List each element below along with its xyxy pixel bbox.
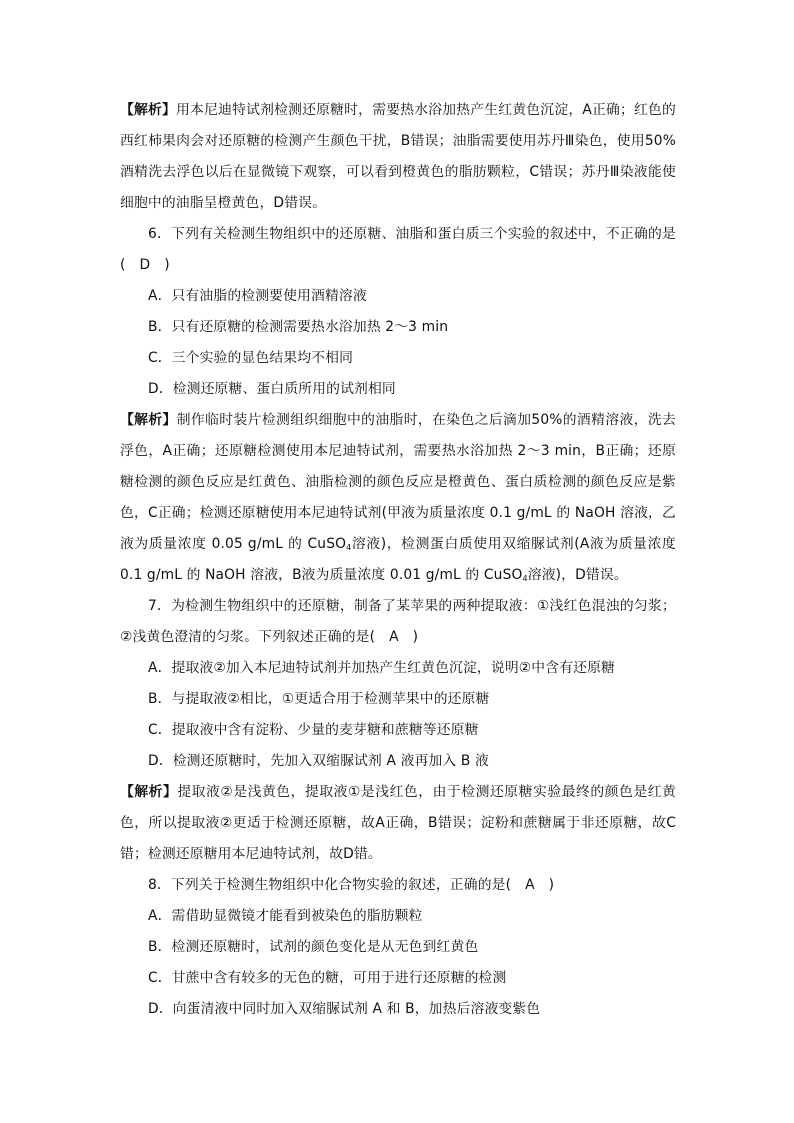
question-7-answer: ( A ) bbox=[369, 629, 419, 645]
question-6-answer: ( D ) bbox=[120, 257, 170, 273]
question-7-option-d: D．检测还原糖时，先加入双缩脲试剂 A 液再加入 B 液 bbox=[148, 753, 490, 769]
analysis-text-part-2: 溶液)，检测蛋白质使用双缩脲试剂(A液为质量浓度 0.1 g/mL 的 NaOH 溶液，B液为质量浓度 0.01 g/mL 的 CuSO bbox=[120, 536, 676, 583]
question-7-option-c: C．提取液中含有淀粉、少量的麦芽糖和蔗糖等还原糖 bbox=[148, 722, 479, 738]
question-7-option-b: B．与提取液②相比，①更适合用于检测苹果中的还原糖 bbox=[148, 691, 490, 707]
subscript-4: 4 bbox=[346, 543, 352, 552]
question-6-text: 6．下列有关检测生物组织中的还原糖、油脂和蛋白质三个实验的叙述中，不正确的是 bbox=[148, 226, 676, 242]
question-8-stem bbox=[120, 870, 676, 901]
question-8-option-c: C．甘蔗中含有较多的无色的糖，可用于进行还原糖的检测 bbox=[148, 970, 507, 986]
question-6-stem bbox=[120, 219, 676, 281]
question-6-option-c: C．三个实验的显色结果均不相同 bbox=[148, 350, 354, 366]
question-6-option-b: B．只有还原糖的检测需要热水浴加热 2～3 min bbox=[148, 319, 449, 335]
question-7-option-a: A．提取液②加入本尼迪特试剂并加热产生红黄色沉淀，说明②中含有还原糖 bbox=[148, 660, 615, 676]
analysis-paragraph-1 bbox=[120, 95, 676, 219]
analysis-tag: 【解析】 bbox=[120, 102, 177, 118]
question-7-text: 7．为检测生物组织中的还原糖，制备了某苹果的两种提取液：①浅红色混浊的匀浆；②浅黄色澄清的匀浆。下列叙述正确的是 bbox=[120, 598, 676, 645]
analysis-paragraph-3 bbox=[120, 777, 676, 870]
question-7-stem bbox=[120, 591, 676, 653]
question-8-option-d: D．向蛋清液中同时加入双缩脲试剂 A 和 B，加热后溶液变紫色 bbox=[148, 1001, 541, 1017]
subscript-4: 4 bbox=[522, 574, 528, 583]
question-8-text: 8．下列关于检测生物组织中化合物实验的叙述，正确的是 bbox=[148, 877, 506, 893]
analysis-tag: 【解析】 bbox=[120, 784, 178, 800]
analysis-tag: 【解析】 bbox=[120, 412, 177, 428]
analysis-text-part-1: 制作临时装片检测组织细胞中的油脂时，在染色之后滴加50%的酒精溶液，洗去浮色，A正确；还原糖检测使用本尼迪特试剂，需要热水浴加热 2～3 min，B正确；还原糖检测的颜色反应是红黄色、油脂检测的颜色反应是橙黄色、蛋白质检测的颜色反应是紫色，C正确；检测还原糖使用本尼迪特试剂(甲液为质量浓度 0.1 g/mL 的 NaOH 溶液，乙液为质量浓度 0.05 g/mL 的 CuSO bbox=[120, 412, 676, 552]
analysis-text: 用本尼迪特试剂检测还原糖时，需要热水浴加热产生红黄色沉淀，A正确；红色的西红柿果肉会对还原糖的检测产生颜色干扰，B错误；油脂需要使用苏丹Ⅲ染色，使用50%酒精洗去浮色以后在显微镜下观察，可以看到橙黄色的脂肪颗粒，C错误；苏丹Ⅲ染液能使细胞中的油脂呈橙黄色，D错误。 bbox=[120, 102, 676, 211]
document-content bbox=[120, 95, 676, 1025]
question-6-option-a: A．只有油脂的检测要使用酒精溶液 bbox=[148, 288, 367, 304]
question-8-answer: ( A ) bbox=[505, 877, 555, 893]
question-8-option-a: A．需借助显微镜才能看到被染色的脂肪颗粒 bbox=[148, 908, 423, 924]
analysis-paragraph-2 bbox=[120, 405, 676, 591]
analysis-text-part-3: 溶液)，D错误。 bbox=[527, 567, 628, 583]
question-6-option-d: D．检测还原糖、蛋白质所用的试剂相同 bbox=[148, 381, 396, 397]
question-8-option-b: B．检测还原糖时，试剂的颜色变化是从无色到红黄色 bbox=[148, 939, 479, 955]
analysis-text: 提取液②是浅黄色，提取液①是浅红色，由于检测还原糖实验最终的颜色是红黄色，所以提取液②更适于检测还原糖，故A正确，B错误；淀粉和蔗糖属于非还原糖，故C错；检测还原糖用本尼迪特试剂，故D错。 bbox=[120, 784, 676, 862]
